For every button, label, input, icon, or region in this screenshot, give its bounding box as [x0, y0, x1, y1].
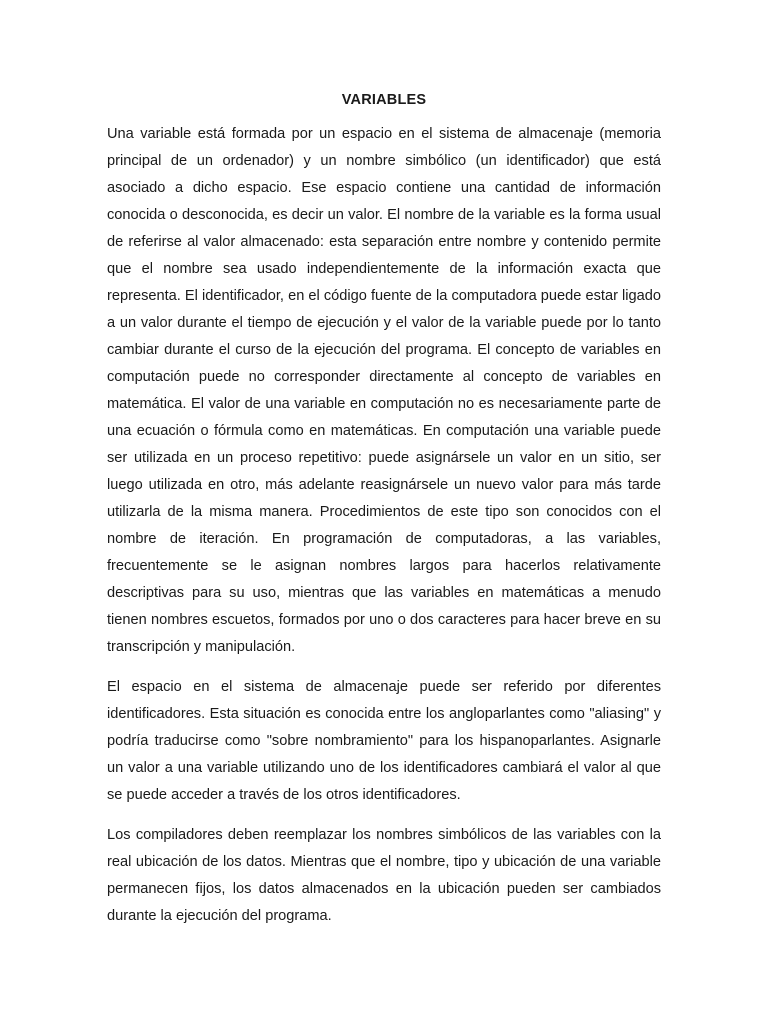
- paragraph-variable-definition: Una variable está formada por un espacio en el sistema de almacenaje (memoria principal de un ordenador) y un nombre simbólico (un identificador) que está asociado a dicho espacio. Ese espacio contiene una cantidad de información conocida o desconocida, es decir un valor. El nombre de la variable es la forma usual de referirse al valor almacenado: esta separación entre nombre y contenido permite que el nombre sea usado independientemente de la información exacta que representa. El identificador, en el código fuente de la computadora puede estar ligado a un valor durante el tiempo de ejecución y el valor de la variable puede por lo tanto cambiar durante el curso de la ejecución del programa. El concepto de variables en computación puede no corresponder directamente al concepto de variables en matemática. El valor de una variable en computación no es necesariamente parte de una ecuación o fórmula como en matemáticas. En computación una variable puede ser utilizada en un proceso repetitivo: puede asignársele un valor en un sitio, ser luego utilizada en otro, más adelante reasignársele un nuevo valor para más tarde utilizarla de la misma manera. Procedimientos de este tipo son conocidos con el nombre de iteración. En programación de computadoras, a las variables, frecuentemente se le asignan nombres largos para hacerlos relativamente descriptivas para su uso, mientras que las variables en matemáticas a menudo tienen nombres escuetos, formados por uno o dos caracteres para hacer breve en su transcripción y manipulación.: [107, 126, 661, 655]
- document-title: VARIABLES: [341, 92, 427, 108]
- paragraph-compilers: Los compiladores deben reemplazar los nombres simbólicos de las variables con la real ubicación de los datos. Mientras que el nombre, tipo y ubicación de una variable permanecen fijos, los datos almacenados en la ubicación pueden ser cambiados durante la ejecución del programa.: [107, 827, 661, 924]
- document-body: [107, 90, 661, 943]
- paragraph-aliasing: El espacio en el sistema de almacenaje puede ser referido por diferentes identificadores. Esta situación es conocida entre los angloparlantes como "aliasing" y podría traducirse como "sobre nombramiento" para los hispanoparlantes. Asignarle un valor a una variable utilizando uno de los identificadores cambiará el valor al que se puede acceder a través de los otros identificadores.: [107, 679, 661, 803]
